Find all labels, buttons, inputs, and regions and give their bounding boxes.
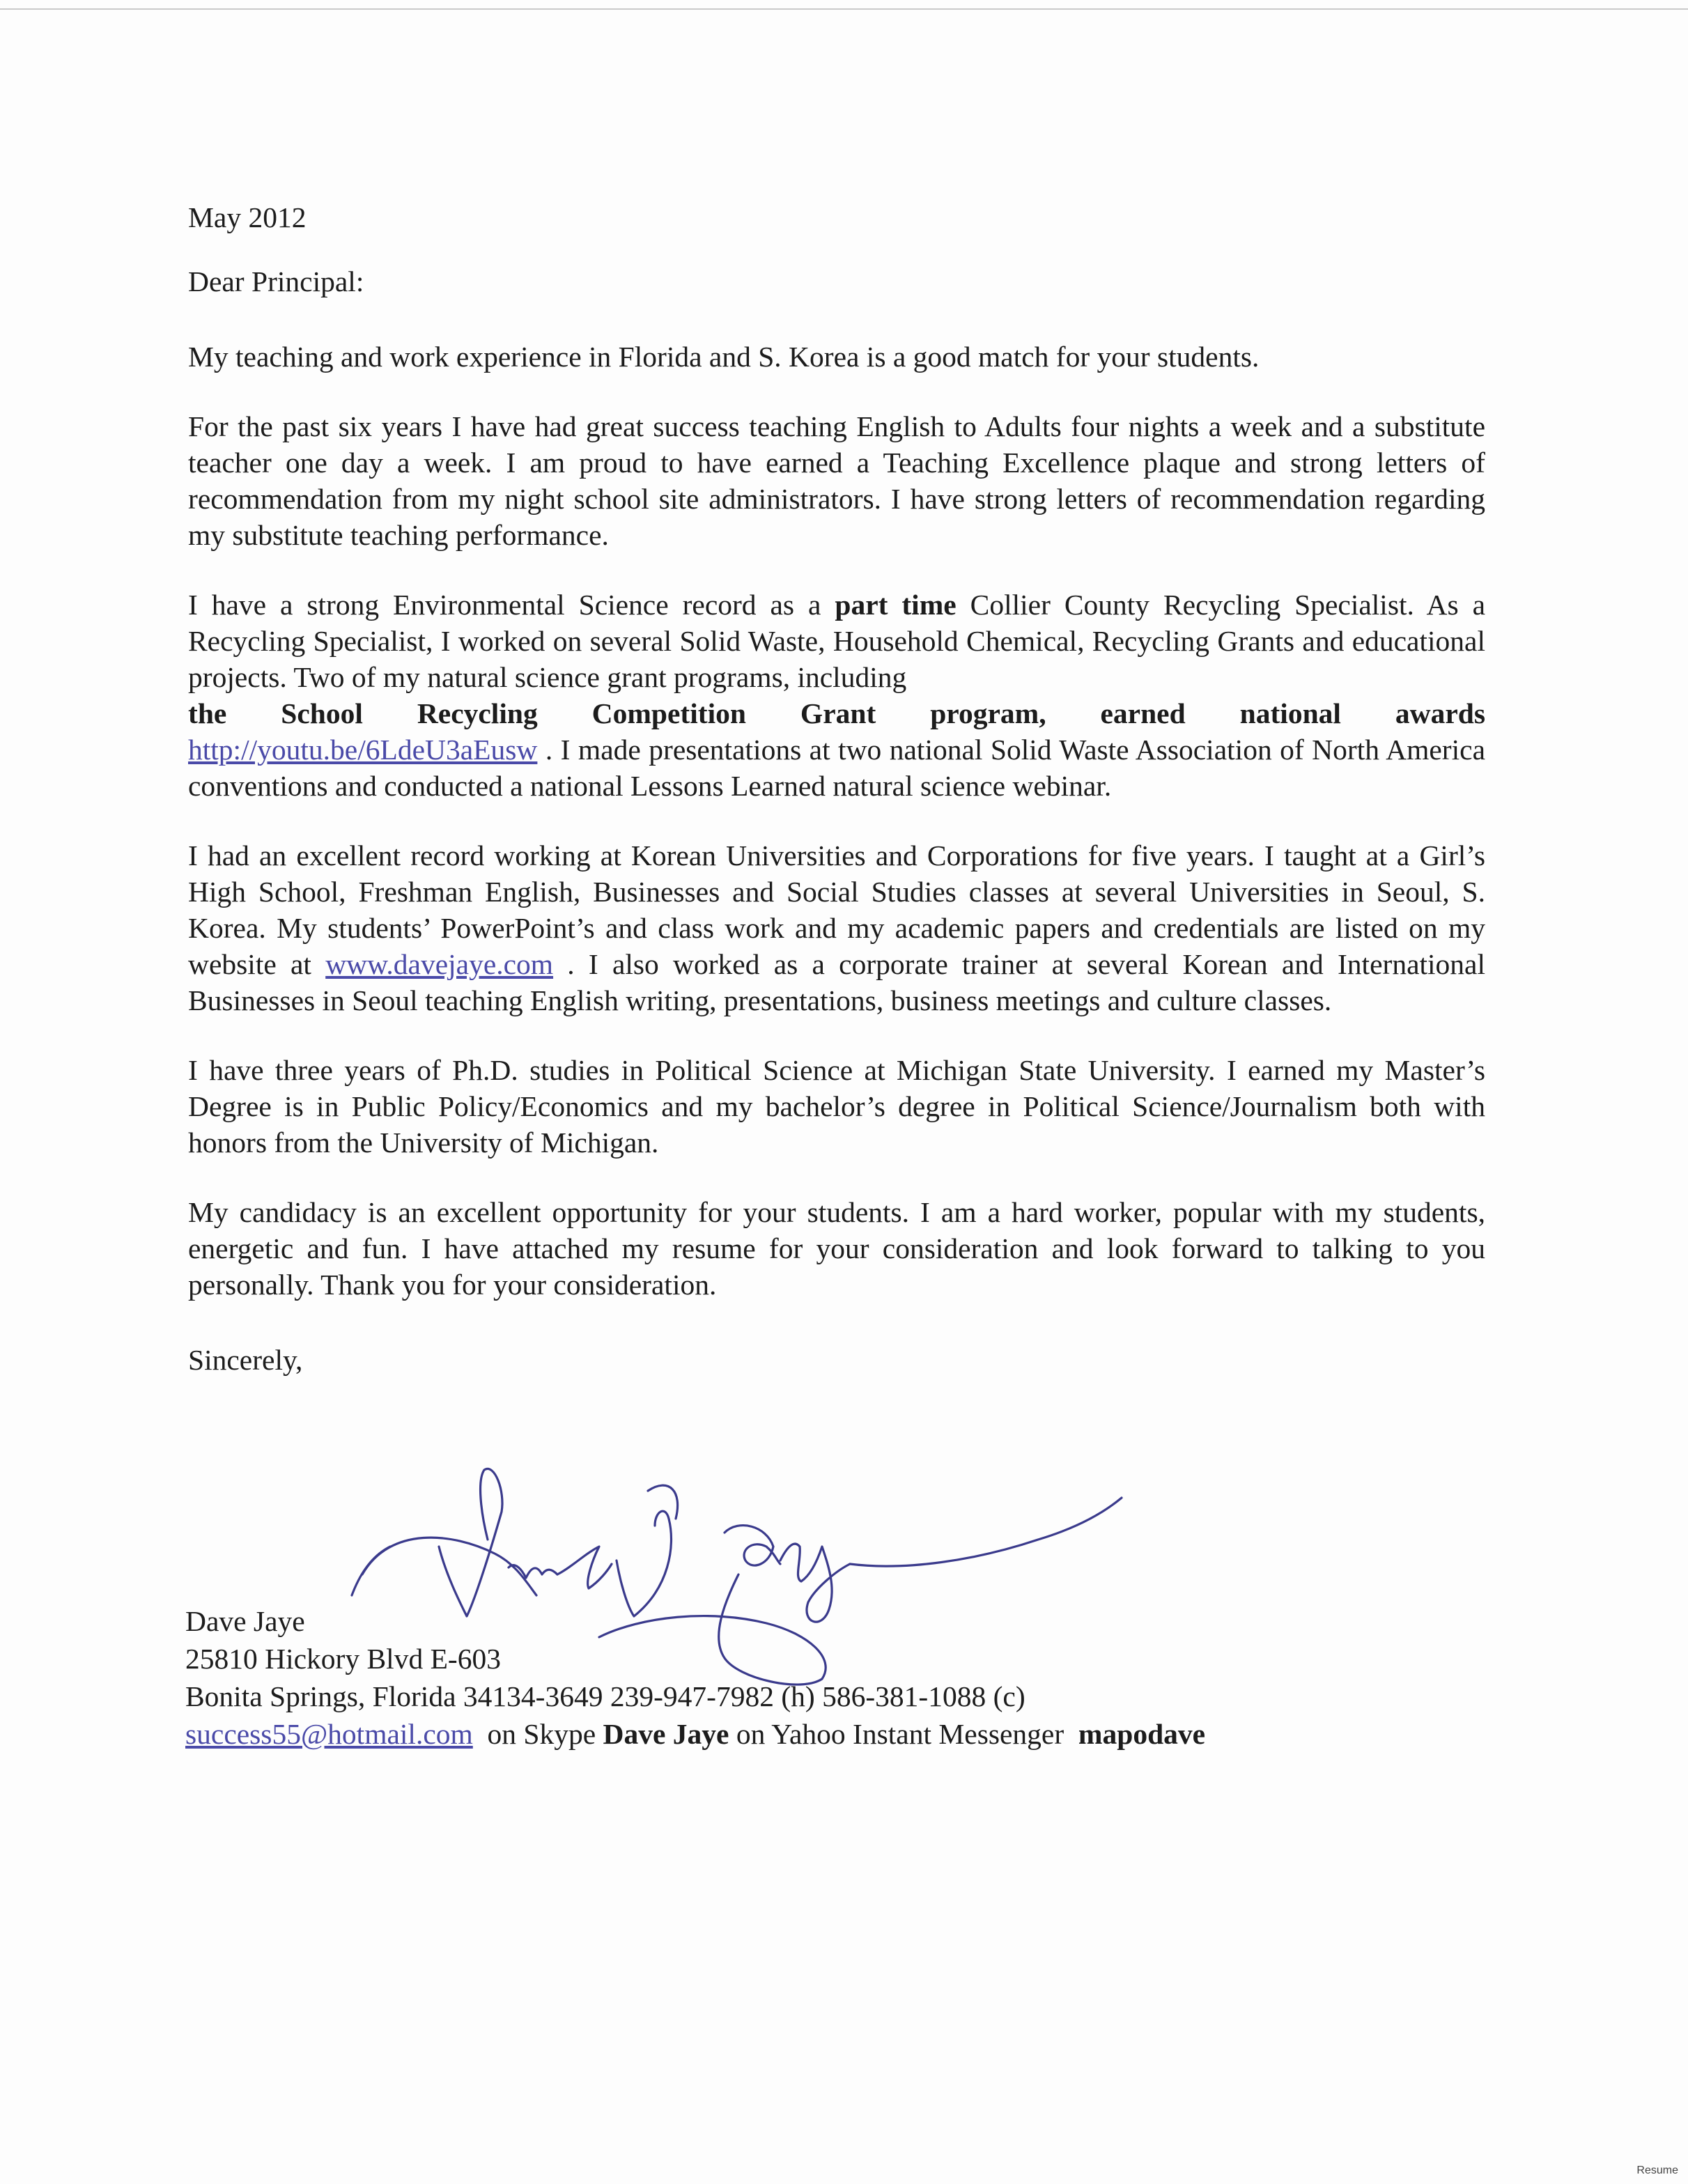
env-bold-awards: the School Recycling Competition Grant program, earned national awards [188,697,1485,729]
paragraph-environmental [188,587,1485,804]
skype-name: Dave Jaye [603,1718,729,1750]
scan-edge-line [0,8,1688,10]
address-line-2: Bonita Springs, Florida 34134-3649 239-947-7982 (h) 586-381-1088 (c) [185,1680,1025,1712]
paragraph-candidacy: My candidacy is an excellent opportunity for your students. I am a hard worker, popular with my students, energetic and fun. I have attached my resume for your consideration and look forward to talking to you personally. Thank you for your consideration. [188,1196,1485,1301]
env-text-b: Collier County Recycling Specialist. As a Recycling Specialist, I worked on several Solid Waste, Household Chemical, Recycling Grants and educational projects. Two of my natural science grant programs, including [188,589,1485,693]
korea-text-a: I had an excellent record working at Korean Universities and Corporations for five years. I taught at a Girl’s High School, Freshman English, Businesses and Social Studies classes at several Universities in Seoul, S. Korea. My students’ PowerPoint’s and class work and my academic papers and credentials are listed on my website at [188,839,1485,980]
salutation: Dear Principal: [188,265,364,297]
paragraph-education: I have three years of Ph.D. studies in Political Science at Michigan State University. I earned my Master’s Degree is in Public Policy/Economics and my bachelor’s degree in Political Science/Journalism both with honors from the University of Michigan. [188,1054,1485,1159]
skype-label: on Skype [487,1718,596,1750]
youtube-link[interactable]: http://youtu.be/6LdeU3aEusw [188,734,538,766]
env-text-a: I have a strong Environmental Science record as a [188,589,821,621]
signer-name: Dave Jaye [185,1605,305,1637]
email-link[interactable]: success55@hotmail.com [185,1718,473,1750]
env-text-c: . I made presentations at two national Solid Waste Association of North America conventions and conducted a national Lessons Learned natural science webinar. [188,734,1485,802]
website-link[interactable]: www.davejaye.com [325,948,554,980]
address-line-1: 25810 Hickory Blvd E-603 [185,1643,501,1675]
footer-label: Resume [1636,2164,1678,2176]
yahoo-name: mapodave [1078,1718,1206,1750]
paragraph-korea [188,837,1485,1019]
yahoo-label: on Yahoo Instant Messenger [736,1718,1064,1750]
signature-block [185,1602,1205,1753]
korea-text-b: . I also worked as a corporate trainer at several Korean and International Businesses in Seoul teaching English writing, presentations, business meetings and culture classes. [188,948,1485,1016]
contact-line [185,1715,1205,1753]
closing: Sincerely, [188,1344,303,1376]
letter-body [188,199,1485,1378]
env-bold-part-time: part time [835,589,957,621]
letter-date: May 2012 [188,201,307,233]
paragraph-intro: My teaching and work experience in Florida and S. Korea is a good match for your students. [188,341,1260,373]
paragraph-teaching: For the past six years I have had great success teaching English to Adults four nights a week and a substitute teacher one day a week. I am proud to have earned a Teaching Excellence plaque and strong letters of recommendation from my night school site administrators. I have strong letters of recommendation regarding my substitute teaching performance. [188,410,1485,551]
